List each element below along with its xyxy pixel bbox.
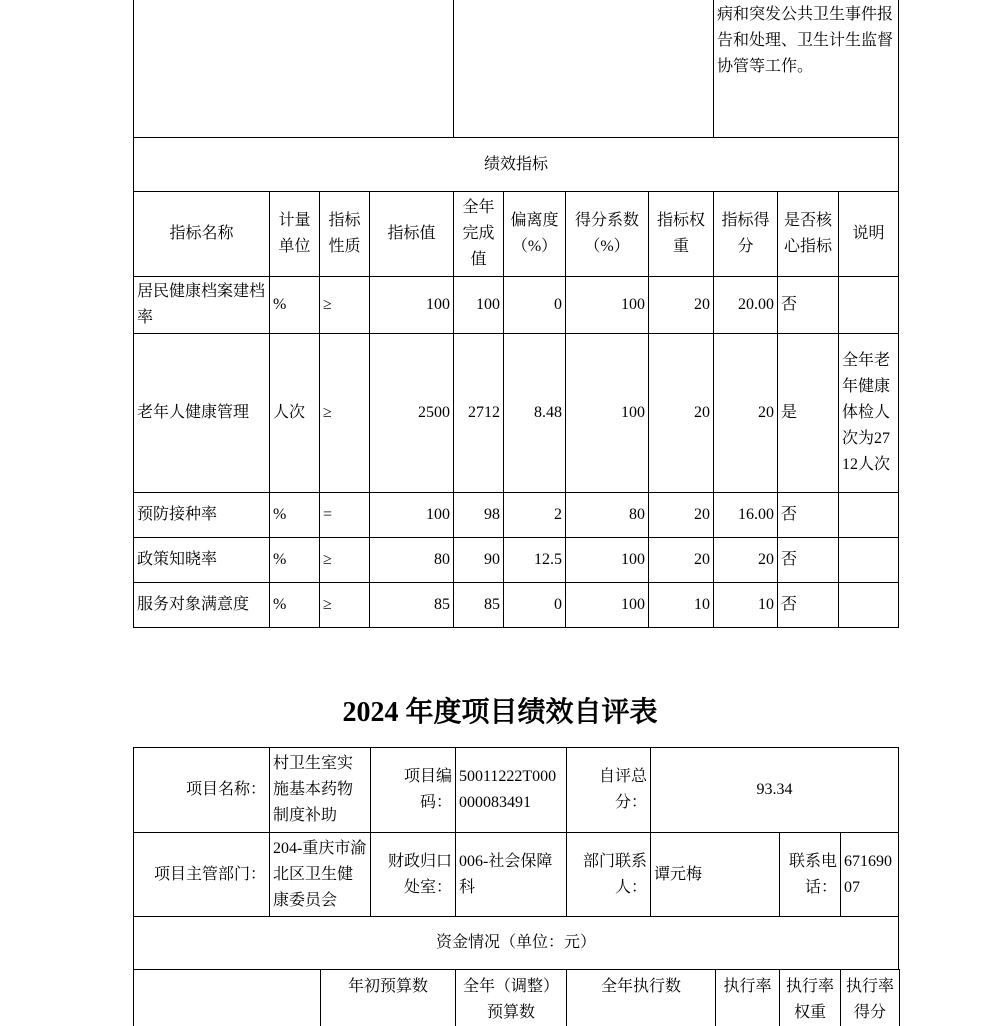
table-cell: 否 [777, 492, 839, 538]
table-cell: 98 [453, 492, 504, 538]
dept-label: 项目主管部门： [133, 832, 270, 917]
code-label: 项目编码： [370, 747, 456, 833]
table-cell: 100 [565, 537, 649, 583]
column-header: 得分系数（%） [565, 191, 649, 277]
table-cell: 100 [369, 276, 454, 334]
table-cell: 否 [777, 276, 839, 334]
contact-label: 部门联系人： [566, 832, 651, 917]
empty-cell [133, 0, 454, 138]
empty-cell [133, 969, 321, 1026]
table-cell [838, 582, 899, 628]
table-cell: 20 [648, 276, 714, 334]
name-label: 项目名称： [133, 747, 270, 833]
table-cell: 100 [369, 492, 454, 538]
phone: 67169007 [840, 832, 899, 917]
empty-cell [453, 0, 714, 138]
table-cell: % [269, 276, 320, 334]
table-cell: 服务对象满意度 [133, 582, 270, 628]
column-header: 全年完成值 [453, 191, 504, 277]
table-cell: = [319, 492, 370, 538]
table-cell: 90 [453, 537, 504, 583]
table-cell: 人次 [269, 333, 320, 493]
table-cell: 20.00 [713, 276, 778, 334]
table-cell: 否 [777, 537, 839, 583]
fund-header: 全年（调整）预算数 [455, 969, 567, 1026]
table-cell: 100 [565, 582, 649, 628]
table-cell: 是 [777, 333, 839, 493]
table-cell: 10 [648, 582, 714, 628]
funds-title: 资金情况（单位：元） [133, 916, 899, 970]
table-cell: 否 [777, 582, 839, 628]
table-cell: % [269, 537, 320, 583]
score-label: 自评总分： [566, 747, 651, 833]
table-cell: ≥ [319, 333, 370, 493]
dept: 204-重庆市渝北区卫生健康委员会 [269, 832, 371, 917]
table-cell: 85 [453, 582, 504, 628]
fund-header: 年初预算数 [320, 969, 456, 1026]
table-cell: 居民健康档案建档率 [133, 276, 270, 334]
table-cell: 2500 [369, 333, 454, 493]
table-cell: 20 [648, 537, 714, 583]
table-cell: 2 [503, 492, 566, 538]
table-cell: ≥ [319, 537, 370, 583]
table-cell: 0 [503, 276, 566, 334]
column-header: 指标性质 [319, 191, 370, 277]
table-cell [838, 492, 899, 538]
column-header: 计量单位 [269, 191, 320, 277]
table-cell: 2712 [453, 333, 504, 493]
fin: 006-社会保障科 [455, 832, 567, 917]
table-cell: % [269, 582, 320, 628]
table-cell: 8.48 [503, 333, 566, 493]
fin-label: 财政归口处室： [370, 832, 456, 917]
table-cell: % [269, 492, 320, 538]
section-title: 绩效指标 [133, 137, 899, 192]
column-header: 偏离度（%） [503, 191, 566, 277]
table-cell: 100 [565, 276, 649, 334]
form-title: 2024 年度项目绩效自评表 [342, 697, 658, 728]
table-cell: 政策知晓率 [133, 537, 270, 583]
project-code: 50011222T000000083491 [455, 747, 567, 833]
table-cell [838, 276, 899, 334]
table-cell: 10 [713, 582, 778, 628]
table-cell: 85 [369, 582, 454, 628]
column-header: 指标名称 [133, 191, 270, 277]
table-cell: 全年老年健康体检人次为2712人次 [838, 333, 899, 493]
column-header: 是否核心指标 [777, 191, 839, 277]
column-header: 指标值 [369, 191, 454, 277]
table-cell: 100 [565, 333, 649, 493]
table-cell: 80 [565, 492, 649, 538]
table-cell: 预防接种率 [133, 492, 270, 538]
fund-header: 执行率得分 [840, 969, 900, 1026]
fund-header: 执行率权重 [779, 969, 841, 1026]
table-cell: 20 [713, 333, 778, 493]
table-cell: ≥ [319, 582, 370, 628]
table-cell [838, 537, 899, 583]
table-cell: 16.00 [713, 492, 778, 538]
table-cell: 100 [453, 276, 504, 334]
contact: 谭元梅 [650, 832, 780, 917]
table-cell: 20 [648, 492, 714, 538]
column-header: 说明 [838, 191, 899, 277]
note-cell: 病和突发公共卫生事件报告和处理、卫生计生监督协管等工作。 [713, 0, 899, 138]
table-cell: 12.5 [503, 537, 566, 583]
project-name: 村卫生室实施基本药物制度补助 [269, 747, 371, 833]
table-cell: 老年人健康管理 [133, 333, 270, 493]
fund-header: 全年执行数 [566, 969, 716, 1026]
phone-label: 联系电话： [779, 832, 841, 917]
table-cell: ≥ [319, 276, 370, 334]
total-score: 93.34 [650, 747, 899, 833]
column-header: 指标权重 [648, 191, 714, 277]
table-cell: 80 [369, 537, 454, 583]
table-cell: 0 [503, 582, 566, 628]
fund-header: 执行率 [715, 969, 780, 1026]
table-cell: 20 [713, 537, 778, 583]
table-cell: 20 [648, 333, 714, 493]
column-header: 指标得分 [713, 191, 778, 277]
